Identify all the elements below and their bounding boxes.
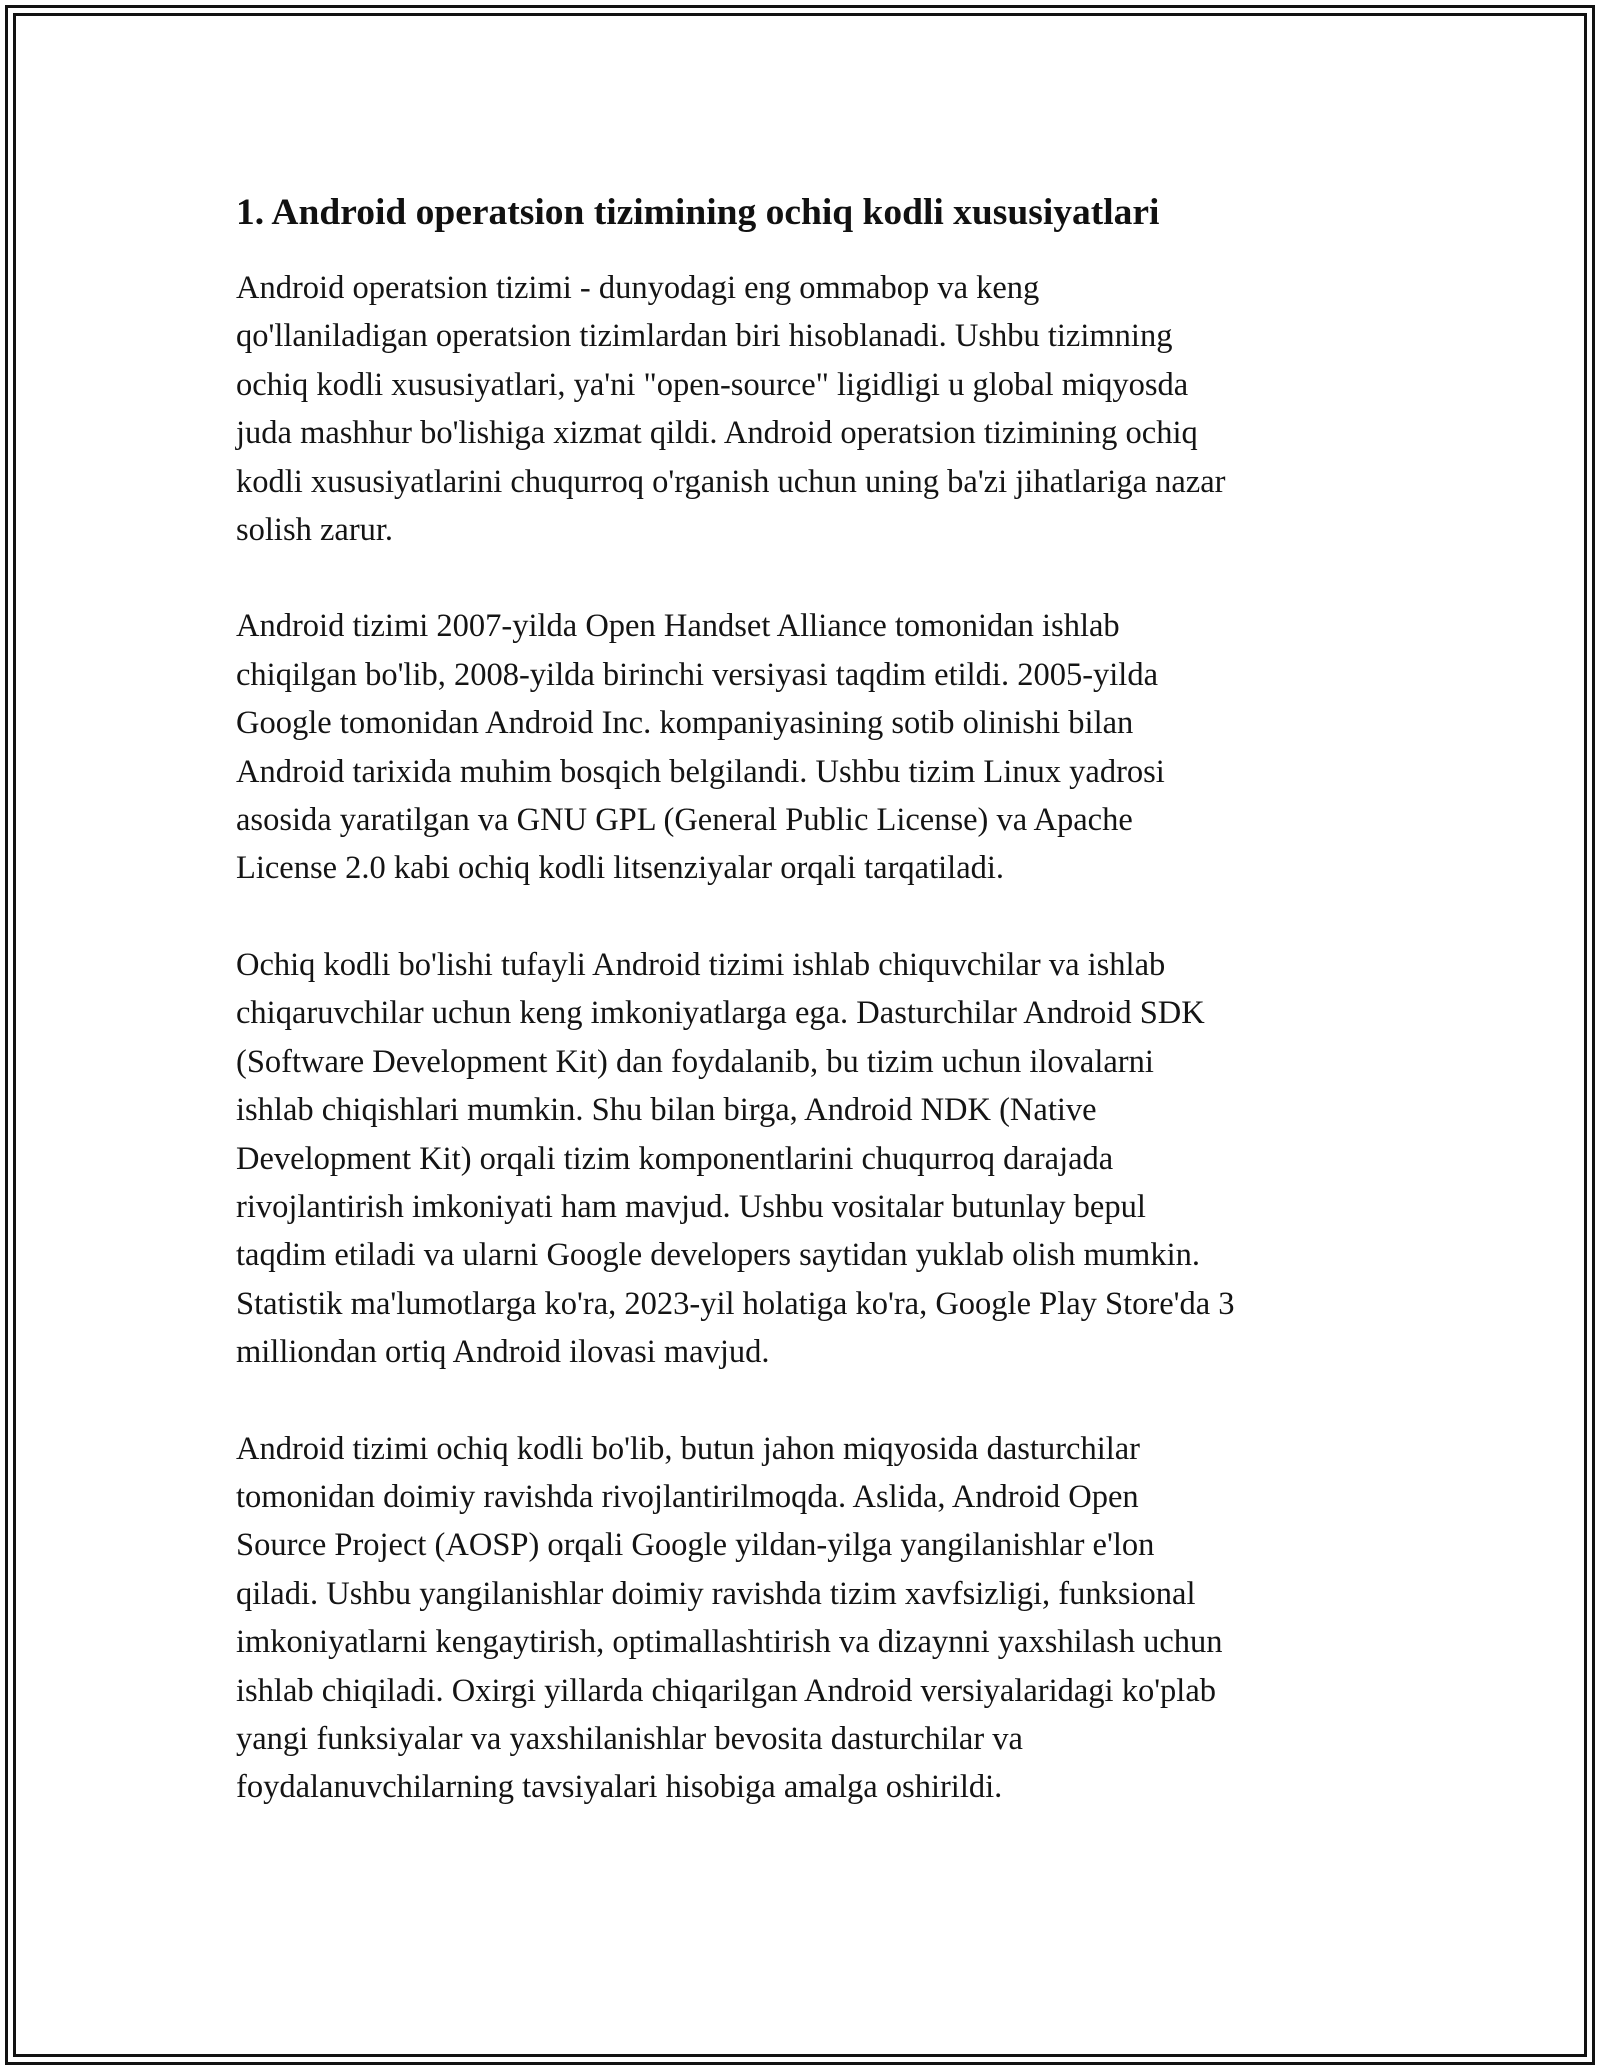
text-line: qiladi. Ushbu yangilanishlar doimiy ravishda tizim xavfsizligi, funksional (236, 1575, 1196, 1612)
text-line: Android tizimi ochiq kodli bo'lib, butun jahon miqyosida dasturchilar (236, 1430, 1141, 1467)
text-line: Android tarixida muhim bosqich belgilandi. Ushbu tizim Linux yadrosi (236, 753, 1165, 790)
paragraph-intro (236, 264, 1366, 554)
text-line: (Software Development Kit) dan foydalanib, bu tizim uchun ilovalarni (236, 1043, 1154, 1080)
text-line: Android tizimi 2007-yilda Open Handset Alliance tomonidan ishlab (236, 608, 1120, 645)
text-line: tomonidan doimiy ravishda rivojlantirilmoqda. Aslida, Android Open (236, 1478, 1139, 1515)
paragraph-developers (236, 941, 1366, 1377)
section-heading: 1. Android operatsion tizimining ochiq kodli xususiyatlari (236, 192, 1160, 233)
text-line: milliondan ortiq Android ilovasi mavjud. (236, 1334, 770, 1371)
text-line: chiqilgan bo'lib, 2008-yilda birinchi versiyasi taqdim etildi. 2005-yilda (236, 656, 1159, 693)
text-line: rivojlantirish imkoniyati ham mavjud. Ushbu vositalar butunlay bepul (236, 1188, 1146, 1225)
text-line: asosida yaratilgan va GNU GPL (General Public License) va Apache (236, 802, 1133, 839)
text-line: Development Kit) orqali tizim komponentlarini chuqurroq darajada (236, 1140, 1114, 1177)
text-line: ishlab chiqiladi. Oxirgi yillarda chiqarilgan Android versiyalaridagi ko'plab (236, 1672, 1217, 1709)
text-line: Source Project (AOSP) orqali Google yildan-yilga yangilanishlar e'lon (236, 1527, 1155, 1564)
document-body (236, 186, 1366, 1860)
text-line: solish zarur. (236, 512, 394, 549)
text-line: qo'llaniladigan operatsion tizimlardan biri hisoblanadi. Ushbu tizimning (236, 318, 1173, 355)
text-line: ochiq kodli xususiyatlari, ya'ni "open-source" ligidligi u global miqyosda (236, 366, 1189, 403)
text-line: kodli xususiyatlarini chuqurroq o'rganish uchun uning ba'zi jihatlariga nazar (236, 463, 1226, 500)
text-line: taqdim etiladi va ularni Google developers saytidan yuklab olish mumkin. (236, 1237, 1200, 1274)
text-line: yangi funksiyalar va yaxshilanishlar bevosita dasturchilar va (236, 1720, 1023, 1757)
text-line: Ochiq kodli bo'lishi tufayli Android tizimi ishlab chiquvchilar va ishlab (236, 946, 1166, 983)
text-line: License 2.0 kabi ochiq kodli litsenziyalar orqali tarqatiladi. (236, 850, 1005, 887)
text-line: juda mashhur bo'lishiga xizmat qildi. Android operatsion tizimining ochiq (236, 415, 1198, 452)
paragraph-history (236, 602, 1366, 892)
text-line: Google tomonidan Android Inc. kompaniyasining sotib olinishi bilan (236, 705, 1134, 742)
paragraph-updates (236, 1425, 1366, 1812)
text-line: Statistik ma'lumotlarga ko'ra, 2023-yil holatiga ko'ra, Google Play Store'da 3 (236, 1285, 1235, 1322)
text-line: ishlab chiqishlari mumkin. Shu bilan birga, Android NDK (Native (236, 1092, 1097, 1129)
text-line: chiqaruvchilar uchun keng imkoniyatlarga ega. Dasturchilar Android SDK (236, 995, 1205, 1032)
text-line: foydalanuvchilarning tavsiyalari hisobiga amalga oshirildi. (236, 1769, 1003, 1806)
text-line: imkoniyatlarni kengaytirish, optimallashtirish va dizaynni yaxshilash uchun (236, 1624, 1223, 1661)
text-line: Android operatsion tizimi - dunyodagi eng ommabop va keng (236, 270, 1040, 306)
